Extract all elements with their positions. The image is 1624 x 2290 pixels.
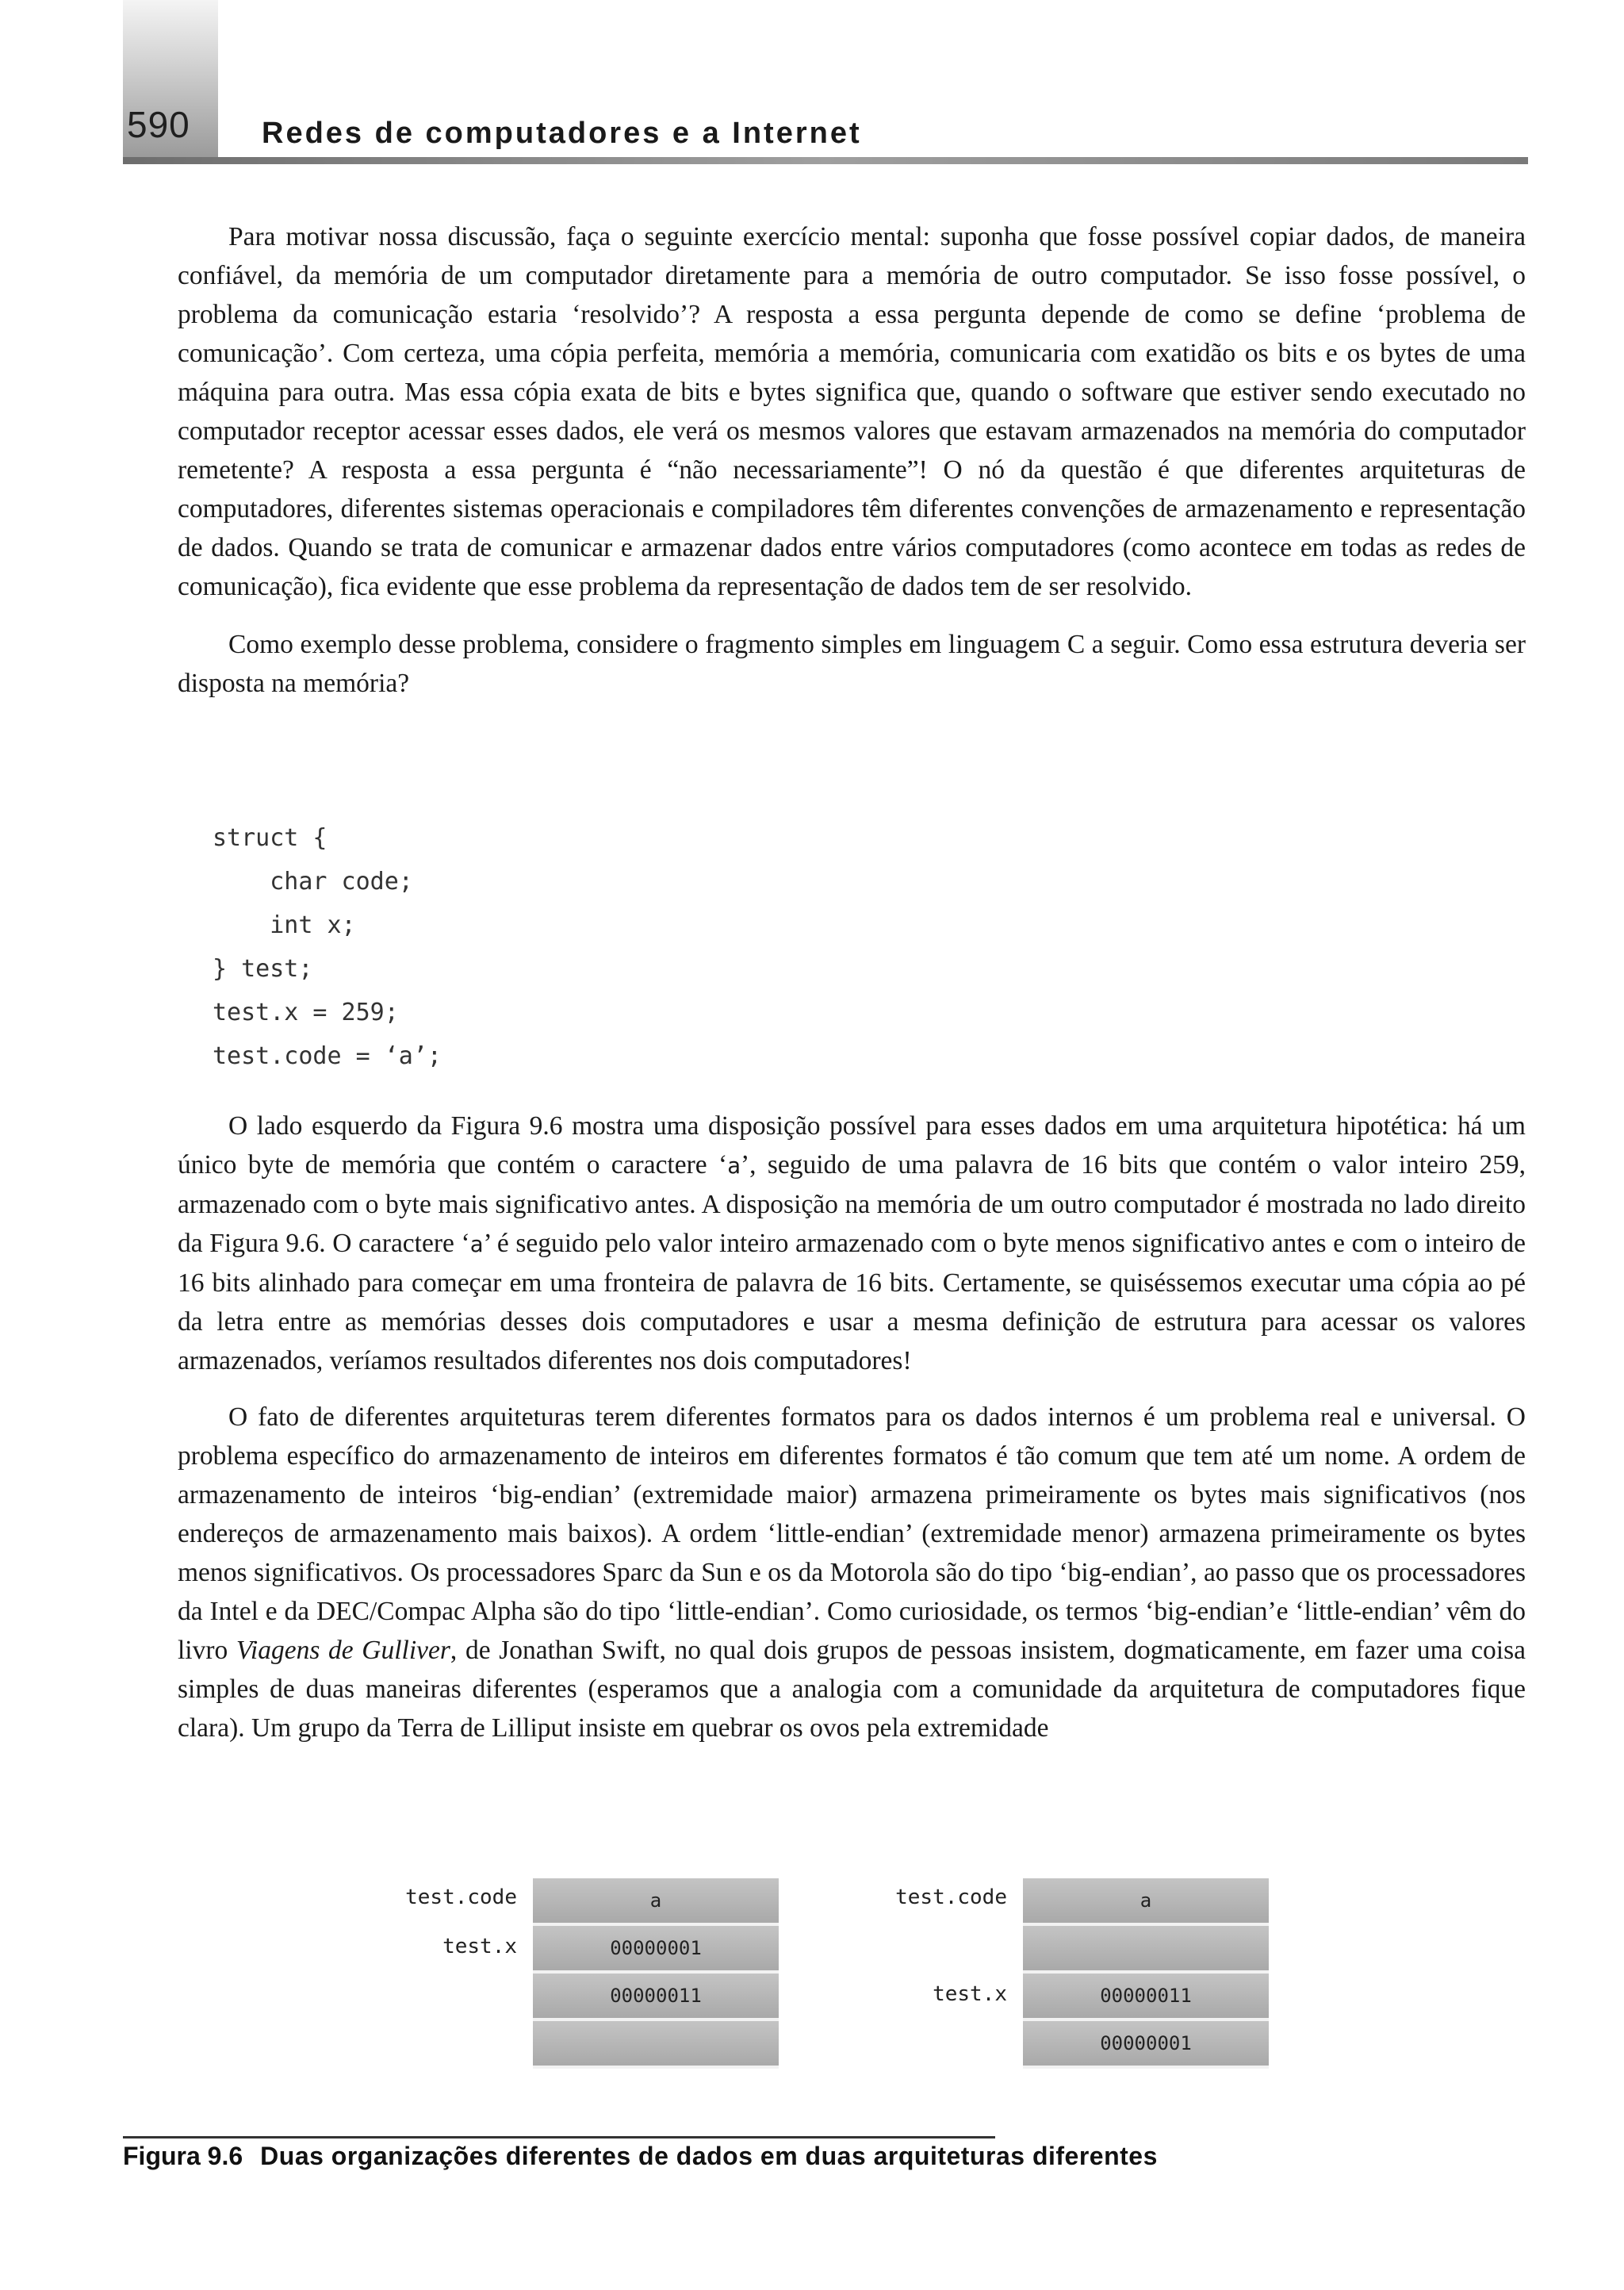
paragraph-3-part: O lado esquerdo da Figura 9.6 mostra uma disposição possível para esses dados em uma arquitetura hipotética: há um único byte de memória que contém o caractere ‘	[178, 1111, 1526, 1180]
left-memory-cell: 00000011	[533, 1974, 779, 2021]
paragraph-3-part: ’, seguido de uma palavra de 16 bits que contém o valor inteiro 259, armazenado com o byte mais significativo antes. A disposição na memória de um outro computador é mostrada no lado direito da Figura 9.6. O caractere ‘	[178, 1150, 1526, 1258]
paragraph-4-part: O fato de diferentes arquiteturas terem diferentes formatos para os dados internos é um problema real e universal. O problema específico do armazenamento de inteiros em diferentes formatos é tão comum que tem até um nome. A ordem de armazenamento de inteiros ‘big-endian’ (extremidade maior) armazena primeiramente os bytes mais significativos (nos endereços de armazenamento mais baixos). A ordem ‘little-endian’ (extremidade menor) armazena primeiramente os bytes menos significativos. Os processadores Sparc da Sun e os da Motorola são do tipo ‘big-endian’, ao passo que os processadores da Intel e da DEC/Compac Alpha são do tipo ‘little-endian’. Como curiosidade, os termos ‘big-endian’e ‘little-endian’ vêm do livro	[178, 1402, 1526, 1665]
inline-code-char: a	[469, 1231, 484, 1257]
code-line: } test;	[213, 955, 313, 983]
left-memory-cell: 00000001	[533, 1926, 779, 1974]
book-title: Viagens de Gulliver	[236, 1636, 450, 1665]
left-memory-cell	[533, 2021, 779, 2069]
figure-caption	[123, 2142, 1158, 2171]
code-line: int x;	[213, 911, 356, 939]
left-label-test-x: test.x	[442, 1935, 517, 1958]
paragraph-3-part: ’ é seguido pelo valor inteiro armazenado com o byte menos significativo antes e com o inteiro de 16 bits alinhado para começar em uma fronteira de palavra de 16 bits. Certamente, se quiséssemos executar uma cópia ao pé da letra entre as memórias desses dois computadores e usar a mesma definição de estrutura para acessar os valores armazenados, veríamos resultados diferentes nos dois computadores!	[178, 1229, 1526, 1375]
page-header	[0, 0, 1624, 167]
body-text-bottom	[178, 1107, 1526, 1747]
right-memory-cell: a	[1023, 1878, 1269, 1926]
running-title: Redes de computadores e a Internet	[262, 117, 862, 150]
header-rule	[123, 157, 1528, 164]
right-label-test-x: test.x	[933, 1982, 1007, 2006]
paragraph-2: Como exemplo desse problema, considere o fragmento simples em linguagem C a seguir. Como essa estrutura deveria ser disposta na memória?	[178, 630, 1526, 698]
right-memory-cell: 00000011	[1023, 1974, 1269, 2021]
right-label-test-code: test.code	[895, 1885, 1007, 1909]
code-line: struct {	[213, 824, 327, 852]
right-memory-cell	[1023, 1926, 1269, 1974]
paragraph-3	[178, 1107, 1526, 1380]
right-memory-cell: 00000001	[1023, 2021, 1269, 2069]
code-line: test.x = 259;	[213, 999, 399, 1026]
inline-code-char: a	[727, 1153, 741, 1179]
body-text-top	[178, 217, 1526, 703]
left-memory-cell: a	[533, 1878, 779, 1926]
figure-caption-text: Duas organizações diferentes de dados em duas arquiteturas diferentes	[260, 2142, 1158, 2170]
figure-number: Figura 9.6	[123, 2142, 243, 2170]
paragraph-4	[178, 1398, 1526, 1747]
code-line: test.code = ‘a’;	[213, 1042, 442, 1070]
left-label-test-code: test.code	[405, 1885, 517, 1909]
code-block	[213, 816, 442, 1078]
code-line: char code;	[213, 868, 413, 896]
paragraph-4-part: , de Jonathan Swift, no qual dois grupos de pessoas insistem, dogmaticamente, em fazer uma coisa simples de duas maneiras diferentes (esperamos que a analogia com a comunidade da arquitetura de computadores fique clara). Um grupo da Terra de Lilliput insiste em quebrar os ovos pela extremidade	[178, 1636, 1526, 1743]
paragraph-1: Para motivar nossa discussão, faça o seguinte exercício mental: suponha que fosse possível copiar dados, de maneira confiável, da memória de um computador diretamente para a memória de outro computador. Se isso fosse possível, o problema da comunicação estaria ‘resolvido’? A resposta a essa pergunta depende de como se define ‘problema de comunicação’. Com certeza, uma cópia perfeita, memória a memória, comunicaria com exatidão os bits e os bytes de uma máquina para outra. Mas essa cópia exata de bits e bytes significa que, quando o software que estiver sendo executado no computador receptor acessar esses dados, ele verá os mesmos valores que estavam armazenados na memória do computador remetente? A resposta a essa pergunta é “não necessariamente”! O nó da questão é que diferentes arquiteturas de computadores, diferentes sistemas operacionais e compiladores têm diferentes convenções de armazenamento e representação de dados. Quando se trata de comunicar e armazenar dados entre vários computadores (como acontece em todas as redes de comunicação), fica evidente que esse problema da representação de dados tem de ser resolvido.	[178, 222, 1526, 601]
page-number: 590	[127, 104, 190, 145]
caption-rule	[123, 2136, 995, 2138]
